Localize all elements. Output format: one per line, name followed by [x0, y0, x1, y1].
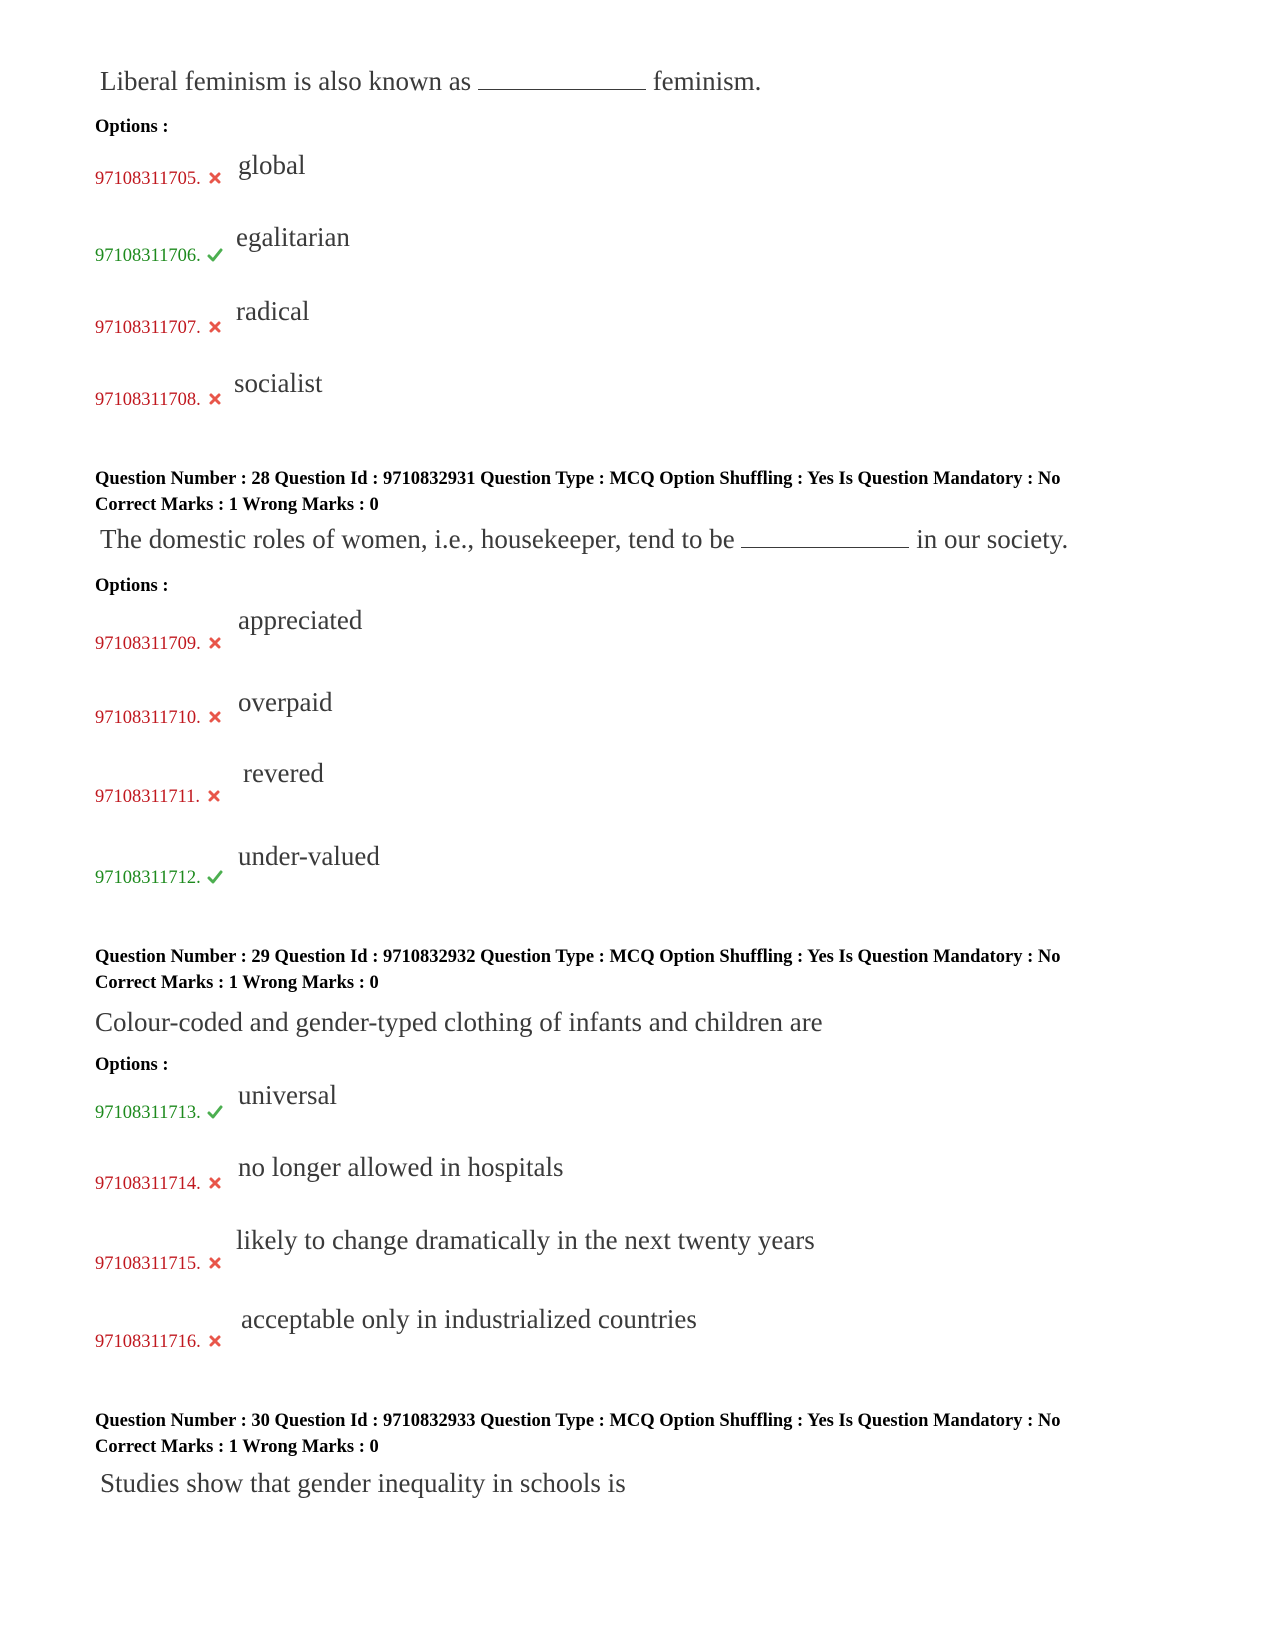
option-row — [95, 634, 223, 655]
question-29-meta — [95, 944, 1061, 996]
stem-text: The domestic roles of women, i.e., housekeeper, tend to be — [100, 524, 735, 554]
stem-text: Liberal feminism is also known as — [100, 66, 472, 96]
question-30-meta — [95, 1408, 1061, 1460]
question-28-stem — [100, 524, 1068, 555]
option-text: overpaid — [238, 687, 333, 717]
question-28-meta — [95, 466, 1061, 518]
option-text: revered — [243, 758, 324, 788]
option-text: universal — [238, 1080, 337, 1110]
option-id: 97108311715. — [95, 1254, 201, 1274]
stem-text-end: feminism. — [652, 66, 762, 96]
cross-icon — [207, 635, 223, 651]
question-meta-line: Question Number : 30 Question Id : 9710832933 Question Type : MCQ Option Shuffling : Yes Is Question Mandatory : No — [95, 1411, 1061, 1431]
stem-text-end: in our society. — [916, 524, 1069, 554]
question-29-stem: Colour-coded and gender-typed clothing of infants and children are — [95, 1007, 823, 1037]
option-text: appreciated — [238, 605, 363, 635]
options-label: Options : — [95, 576, 169, 596]
option-id: 97108311711. — [95, 787, 201, 807]
option-id: 97108311706. — [95, 246, 201, 266]
option-id: 97108311716. — [95, 1332, 201, 1352]
cross-icon — [207, 391, 223, 407]
option-id: 97108311709. — [95, 634, 201, 654]
option-id: 97108311708. — [95, 390, 201, 410]
options-label: Options : — [95, 1055, 169, 1075]
question-meta-line: Question Number : 28 Question Id : 9710832931 Question Type : MCQ Option Shuffling : Yes Is Question Mandatory : No — [95, 469, 1061, 489]
cross-icon — [206, 788, 222, 804]
option-row — [95, 1254, 223, 1275]
answer-blank — [741, 546, 909, 548]
option-text: likely to change dramatically in the next twenty years — [236, 1225, 815, 1255]
checkmark-icon — [207, 869, 223, 885]
option-row — [95, 868, 223, 889]
cross-icon — [207, 709, 223, 725]
option-id: 97108311714. — [95, 1174, 201, 1194]
checkmark-icon — [207, 1104, 223, 1120]
option-row — [95, 318, 223, 339]
options-label: Options : — [95, 117, 169, 137]
cross-icon — [207, 1175, 223, 1191]
option-text: radical — [236, 296, 310, 326]
question-meta-line: Question Number : 29 Question Id : 9710832932 Question Type : MCQ Option Shuffling : Yes Is Question Mandatory : No — [95, 947, 1061, 967]
option-id: 97108311707. — [95, 318, 201, 338]
answer-blank — [478, 88, 646, 90]
cross-icon — [207, 1333, 223, 1349]
option-row — [95, 708, 223, 729]
option-text: acceptable only in industrialized countries — [241, 1304, 697, 1334]
option-row — [95, 1332, 223, 1353]
question-marks-line: Correct Marks : 1 Wrong Marks : 0 — [95, 973, 379, 993]
option-id: 97108311712. — [95, 868, 201, 888]
question-marks-line: Correct Marks : 1 Wrong Marks : 0 — [95, 495, 379, 515]
option-row — [95, 1103, 223, 1124]
cross-icon — [207, 1255, 223, 1271]
option-id: 97108311710. — [95, 708, 201, 728]
option-text: global — [238, 150, 306, 180]
checkmark-icon — [207, 247, 223, 263]
option-text: no longer allowed in hospitals — [238, 1152, 564, 1182]
option-text: socialist — [234, 368, 323, 398]
option-row — [95, 390, 223, 411]
option-text: under-valued — [238, 841, 380, 871]
option-row — [95, 1174, 223, 1195]
option-id: 97108311705. — [95, 169, 201, 189]
cross-icon — [207, 170, 223, 186]
question-marks-line: Correct Marks : 1 Wrong Marks : 0 — [95, 1437, 379, 1457]
question-30-stem: Studies show that gender inequality in schools is — [100, 1468, 626, 1498]
question-27-stem — [100, 66, 761, 97]
option-text: egalitarian — [236, 222, 350, 252]
option-row — [95, 169, 223, 190]
option-row — [95, 787, 222, 808]
option-row — [95, 246, 223, 267]
option-id: 97108311713. — [95, 1103, 201, 1123]
cross-icon — [207, 319, 223, 335]
